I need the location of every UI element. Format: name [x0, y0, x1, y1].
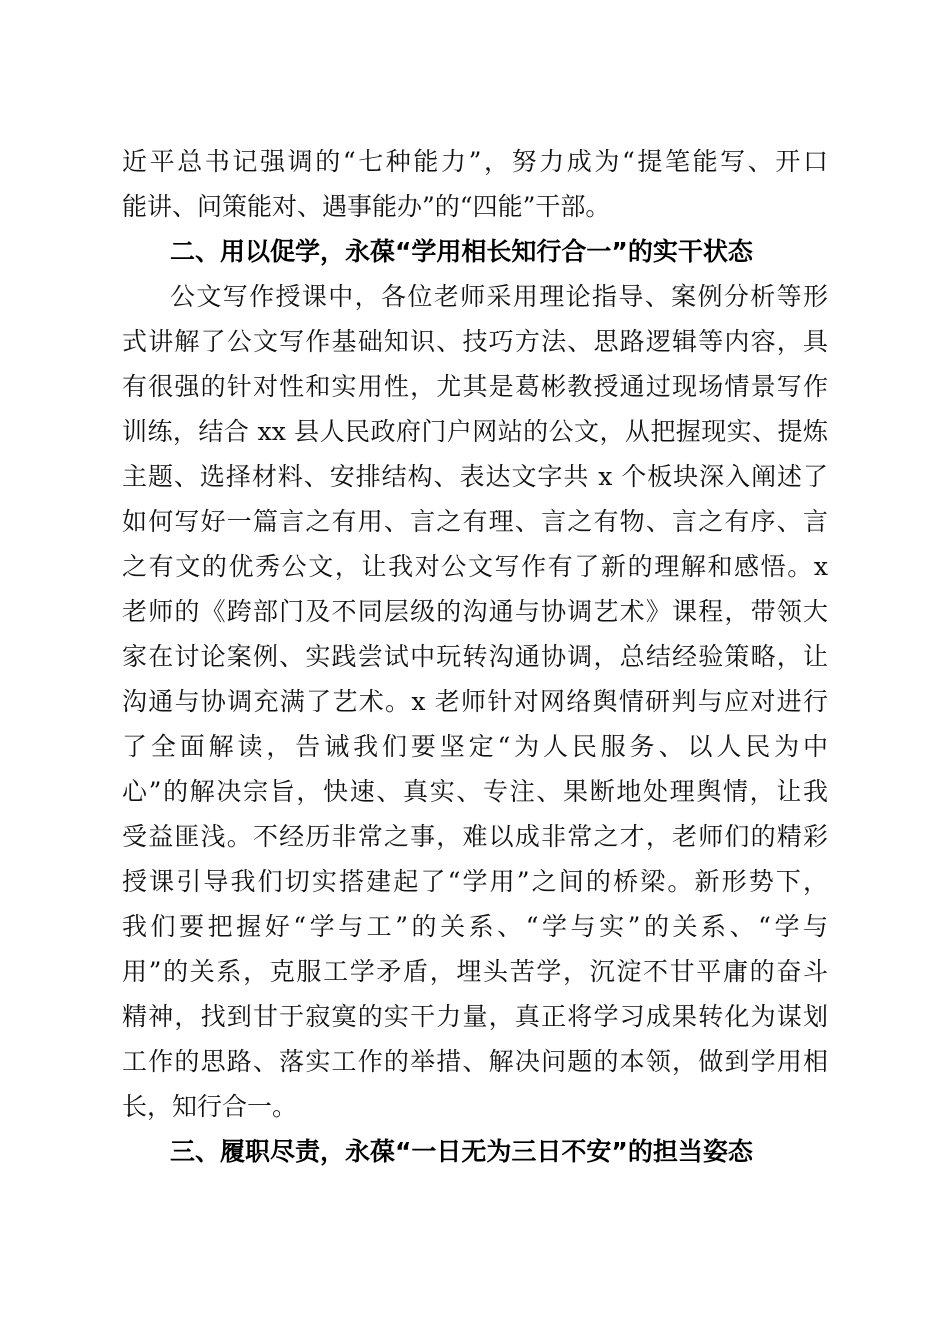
paragraph-line: 近平总书记强调的“七种能力”，努力成为“提笔能写、开口 — [122, 147, 828, 176]
paragraph-line: 了全面解读，告诫我们要坚定“为人民服务、以人民为中 — [122, 732, 828, 761]
section-heading: 三、履职尽责，永葆“一日无为三日不安”的担当姿态 — [170, 1137, 753, 1166]
paragraph-line: 主题、选择材料、安排结构、表达文字共 x 个板块深入阐述了 — [122, 462, 828, 491]
section-heading: 二、用以促学，永葆“学用相长知行合一”的实干状态 — [170, 237, 753, 266]
paragraph-line: 心”的解决宗旨，快速、真实、专注、果断地处理舆情，让我 — [122, 777, 828, 806]
paragraph-line: 用”的关系，克服工学矛盾，埋头苦学，沉淀不甘平庸的奋斗 — [122, 957, 828, 986]
paragraph-line: 我们要把握好“学与工”的关系、“学与实”的关系、“学与 — [122, 912, 828, 941]
paragraph-line: 精神，找到甘于寂寞的实干力量，真正将学习成果转化为谋划 — [122, 1002, 828, 1031]
paragraph-line: 受益匪浅。不经历非常之事，难以成非常之才，老师们的精彩 — [122, 822, 828, 851]
paragraph-line: 训练，结合 xx 县人民政府门户网站的公文，从把握现实、提炼 — [122, 417, 828, 446]
paragraph-line: 如何写好一篇言之有用、言之有理、言之有物、言之有序、言 — [122, 507, 828, 536]
paragraph-line: 式讲解了公文写作基础知识、技巧方法、思路逻辑等内容，具 — [122, 327, 828, 356]
paragraph-line: 授课引导我们切实搭建起了“学用”之间的桥梁。新形势下， — [122, 867, 828, 896]
paragraph-line: 之有文的优秀公文，让我对公文写作有了新的理解和感悟。x — [122, 552, 828, 581]
paragraph-line: 老师的《跨部门及不同层级的沟通与协调艺术》课程，带领大 — [122, 597, 828, 626]
paragraph-line: 工作的思路、落实工作的举措、解决问题的本领，做到学用相 — [122, 1047, 828, 1076]
paragraph-line: 公文写作授课中，各位老师采用理论指导、案例分析等形 — [170, 282, 828, 311]
paragraph-line: 沟通与协调充满了艺术。x 老师针对网络舆情研判与应对进行 — [122, 687, 828, 716]
paragraph-line: 有很强的针对性和实用性，尤其是葛彬教授通过现场情景写作 — [122, 372, 828, 401]
paragraph-line: 长，知行合一。 — [122, 1092, 298, 1121]
paragraph-line: 家在讨论案例、实践尝试中玩转沟通协调，总结经验策略，让 — [122, 642, 828, 671]
paragraph-line: 能讲、问策能对、遇事能办”的“四能”干部。 — [122, 192, 611, 221]
